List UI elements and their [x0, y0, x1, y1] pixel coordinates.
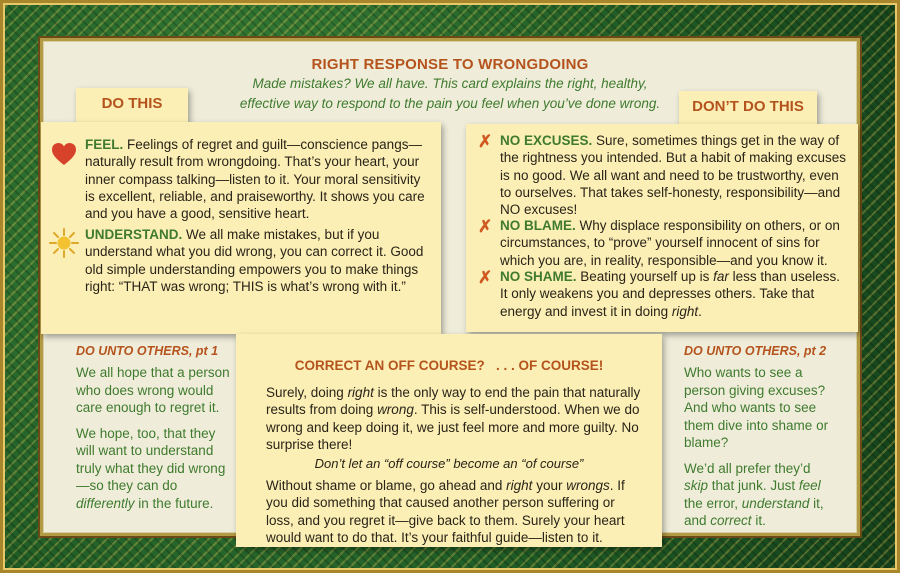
do-unto-others-1-p2 — [76, 425, 236, 513]
correct-p2 — [266, 477, 646, 546]
feel-lead: FEEL. — [85, 137, 124, 152]
dont-do-this-tab — [679, 91, 817, 127]
no-blame-paragraph — [500, 217, 850, 269]
do-unto-others-2-p1: Who wants to see a person giving excuses? And who wants to see them dive into shame or blame? — [684, 365, 829, 450]
correct-p1c: . This is self-understood. When we do wrong and keep doing it, we just feel more and more guilty. No surprise there! — [266, 402, 640, 452]
no-excuses-paragraph — [500, 132, 850, 218]
no-excuses-lead: NO EXCUSES. — [500, 133, 593, 148]
do-unto-1-p2em: differently — [76, 495, 135, 511]
correct-p1b: is the only way to end the pain that naturally results from doing — [266, 385, 641, 418]
x-mark-icon: ✗ — [478, 217, 493, 236]
do-this-label: DO THIS — [101, 95, 163, 112]
correct-title: CORRECT AN OFF COURSE? . . . OF COURSE! — [294, 358, 604, 373]
dont-do-this-label: DON’T DO THIS — [692, 98, 804, 115]
do-unto-others-2 — [684, 344, 834, 530]
no-blame-lead: NO BLAME. — [500, 218, 576, 233]
do-this-tab — [76, 88, 188, 124]
correct-card — [236, 334, 662, 547]
no-excuses-text: Sure, sometimes things get in the way of the rightness you intended. But a habit of making excuses is no good. We all want and need to be trustworthy, even to ourselves. That takes self-honesty, responsibility—and NO excuses! — [500, 133, 846, 218]
x-mark-icon: ✗ — [478, 132, 493, 151]
correct-p2-em2: wrongs — [566, 478, 610, 493]
no-shame-text-c: . — [698, 303, 702, 319]
no-shame-em-far: far — [713, 269, 729, 284]
sun-icon — [49, 228, 79, 263]
do-unto-2-p2e: it. — [755, 513, 766, 528]
do-unto-2-em2: feel — [798, 478, 821, 493]
x-mark-icon: ✗ — [478, 268, 493, 287]
do-unto-1-p2a: We hope, too, that they will want to understand truly what they did wrong—so they can do — [76, 425, 226, 493]
do-unto-2-p2d: it, and — [684, 495, 824, 528]
do-unto-others-2-p2 — [684, 460, 834, 530]
do-unto-2-p2a: We’d all prefer they’d — [684, 460, 811, 476]
correct-p2c: . If you did something that caused another person suffering or loss, and you regret it—give back to them. Surely your heart would want to do that. It’s your faithful guide—listen to it. — [266, 478, 625, 545]
no-shame-paragraph — [500, 268, 850, 320]
no-shame-em-right: right — [671, 303, 699, 319]
understand-lead: UNDERSTAND. — [85, 227, 183, 242]
do-unto-others-1-title: DO UNTO OTHERS, pt 1 — [76, 344, 219, 358]
no-shame-text-b: less than useless. It only weakens you and depresses others. Take that energy and invest it in doing — [500, 269, 840, 319]
do-unto-2-p2b: that junk. Just — [711, 478, 796, 493]
do-this-card — [41, 122, 441, 334]
subtitle-line-2: effective way to respond to the pain you feel when you’ve done wrong. — [239, 96, 661, 111]
no-shame-lead: NO SHAME. — [500, 269, 577, 284]
do-unto-2-p2c: the error, — [684, 495, 739, 511]
subtitle-line-1: Made mistakes? We all have. This card explains the right, healthy, — [252, 76, 648, 91]
feel-text: Feelings of regret and guilt—conscience pangs—naturally result from wrongdoing. That’s your heart, your inner compass talking—listen to it. Your moral sensitivity is excellent, reliable, and praiseworthy. It shows you care and you have a good, sensitive heart. — [85, 137, 425, 222]
correct-p1-em2: wrong — [377, 402, 414, 418]
understand-paragraph — [85, 226, 431, 295]
dont-do-this-card — [466, 124, 858, 332]
correct-motto: Don’t let an “off course” become an “of course” — [314, 456, 584, 471]
correct-p1 — [266, 384, 646, 453]
do-unto-1-p2b: in the future. — [138, 495, 214, 511]
feel-paragraph — [85, 136, 431, 222]
do-unto-others-1-p1: We all hope that a person who does wrong would care enough to regret it. — [76, 365, 230, 415]
do-unto-2-em1: skip — [684, 478, 709, 493]
correct-p2-em1: right — [506, 478, 533, 493]
correct-p1a: Surely, doing — [266, 385, 344, 400]
correct-p2a: Without shame or blame, go ahead and — [266, 478, 503, 493]
heart-icon — [51, 142, 77, 171]
understand-text: We all make mistakes, but if you understand what you did wrong, you can correct it. Good old simple understanding empowers you to make things right: “THAT was wrong; THIS is what’s wrong with it.” — [85, 227, 424, 294]
no-blame-text: Why displace responsibility on others, or on circumstances, to “prove” yourself innocent of sins for which you are, in reality, responsible—and you know it. — [500, 218, 840, 268]
do-unto-others-2-title: DO UNTO OTHERS, pt 2 — [684, 344, 827, 358]
header — [220, 56, 680, 113]
no-shame-text-a: Beating yourself up is — [580, 269, 710, 284]
do-unto-2-em3: understand — [741, 495, 810, 511]
page-title: RIGHT RESPONSE TO WRONGDOING — [311, 56, 589, 73]
correct-p1-em1: right — [347, 385, 374, 400]
do-unto-2-em4: correct — [710, 513, 752, 528]
correct-p2b: your — [536, 478, 563, 493]
do-unto-others-1 — [76, 344, 236, 512]
